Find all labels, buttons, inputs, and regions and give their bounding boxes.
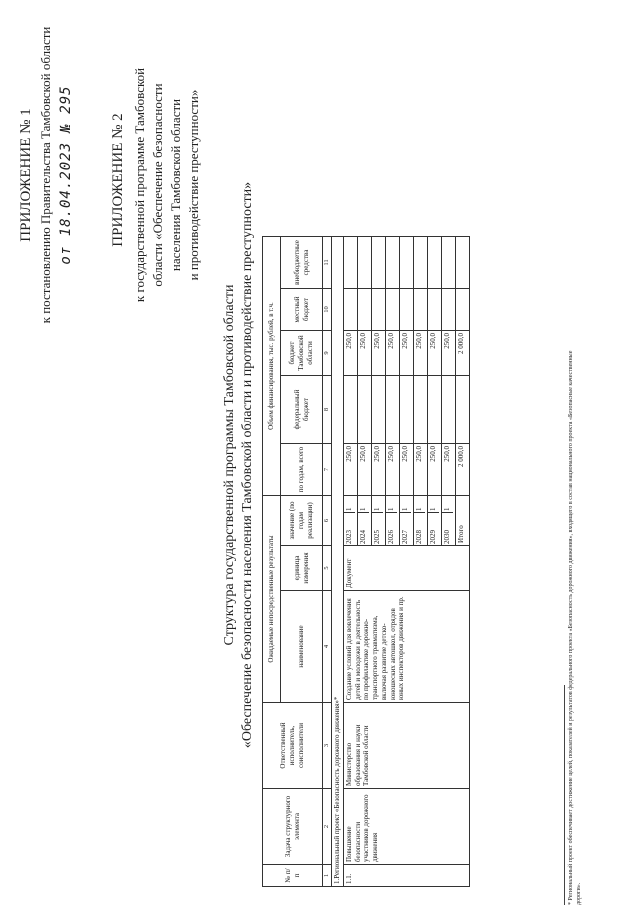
local [441,289,455,331]
extrabudget [413,237,427,289]
header-total: по годам, всего [281,444,323,496]
year-value-cell [385,496,399,546]
colnum: 7 [323,444,332,496]
value: 1 [358,507,367,511]
federal [441,376,455,444]
section-row [332,237,344,887]
colnum: 2 [323,789,332,865]
total-extrabudget [455,237,469,289]
total: 250,0 [399,444,413,496]
appendix2-line-3: населения Тамбовской области [168,98,183,272]
header-task: Задача структурного элемента [263,789,323,865]
colnum: 4 [323,591,332,703]
year: 2025 [372,512,383,545]
regional: 250,0 [427,331,441,376]
value: 1 [386,507,395,511]
column-number-row [323,237,332,887]
total: 250,0 [343,444,357,496]
structure-table-wrap [262,236,470,887]
local [399,289,413,331]
value: 1 [428,507,437,511]
footnote: * Региональный проект обеспечивает достижение целей, показателей и результатов федерального проекта «Безопасность дорожного движения», входящего в состав национального проекта «Безопасные качественные дороги». [568,350,582,905]
row-task: Повышение безопасности участников дорожного движения [343,789,469,865]
year-value-cell [357,496,371,546]
colnum: 8 [323,376,332,444]
total: 250,0 [427,444,441,496]
year: 2026 [386,512,397,545]
total-label: Итого [455,496,469,546]
colnum: 1 [323,865,332,887]
local [385,289,399,331]
federal [385,376,399,444]
extrabudget [441,237,455,289]
regional: 250,0 [385,331,399,376]
extrabudget [385,237,399,289]
appendix1-line: к постановлению Правительства Тамбовской области [38,26,53,324]
extrabudget [399,237,413,289]
regional: 250,0 [371,331,385,376]
colnum: 3 [323,703,332,789]
local [427,289,441,331]
doc-title-line-1: Структура государственной программы Тамбовской области [222,284,237,646]
row-unit: Документ [343,546,469,591]
value: 1 [442,507,451,511]
year-value-cell [399,496,413,546]
local [343,289,357,331]
local [371,289,385,331]
extrabudget [371,237,385,289]
total: 250,0 [371,444,385,496]
total-sum: 2 000,0 [455,444,469,496]
federal [343,376,357,444]
appendix1-date-handwritten: от 18.04.2023 № 295 [58,85,74,265]
local [413,289,427,331]
appendix2-line-2: области «Обеспечение безопасности [150,83,165,287]
year-value-cell [343,496,357,546]
value: 1 [372,507,381,511]
year: 2028 [414,512,425,545]
regional: 250,0 [399,331,413,376]
extrabudget [357,237,371,289]
federal [371,376,385,444]
header-results-group: Ожидаемые непосредственные результаты [263,496,281,703]
appendix2-title: ПРИЛОЖЕНИЕ № 2 [110,113,126,247]
appendix2-line-4: и противодействие преступности» [186,89,201,281]
year: 2029 [428,512,439,545]
colnum: 6 [323,496,332,546]
total-local [455,289,469,331]
federal [399,376,413,444]
header-extrabudget: внебюджетные средства [281,237,323,289]
total: 250,0 [357,444,371,496]
value: 1 [400,507,409,511]
federal [427,376,441,444]
header-executor: Ответственный исполнитель, соисполнители [263,703,323,789]
header-unit: единица измерения [281,546,323,591]
regional: 250,0 [413,331,427,376]
total: 250,0 [385,444,399,496]
footnote-divider [564,685,565,905]
table-row [343,237,357,887]
extrabudget [343,237,357,289]
year-value-cell [413,496,427,546]
year-value-cell [371,496,385,546]
regional: 250,0 [441,331,455,376]
local [357,289,371,331]
federal [413,376,427,444]
header-regional: бюджет Тамбовской области [281,331,323,376]
doc-title-line-2: «Обеспечение безопасности населения Тамбовской области и противодействие преступности» [240,181,255,749]
section-title: 1.Региональный проект «Безопасность дорожного движения»* [332,237,344,887]
colnum: 11 [323,237,332,289]
year: 2023 [344,512,355,545]
row-num: 1.1. [343,865,469,887]
appendix1-title: ПРИЛОЖЕНИЕ № 1 [18,108,34,242]
year: 2024 [358,512,369,545]
header-local: местный бюджет [281,289,323,331]
header-value: значение (по годам реализации) [281,496,323,546]
total: 250,0 [441,444,455,496]
year-value-cell [441,496,455,546]
total: 250,0 [413,444,427,496]
regional: 250,0 [357,331,371,376]
total-federal [455,376,469,444]
colnum: 10 [323,289,332,331]
value: 1 [344,507,353,511]
extrabudget [427,237,441,289]
appendix2-line-1: к государственной программе Тамбовской [132,67,147,303]
header-financing-group: Объем финансирования, тыс. рублей, в т.ч. [263,237,281,496]
year-value-cell [427,496,441,546]
header-num: № п/п [263,865,323,887]
federal [357,376,371,444]
header-federal: федеральный бюджет [281,376,323,444]
row-result-name: Создание условий для вовлечения детей и молодежи в деятельность по профилактике дорожно-транспортного травматизма, включая развитие детско-юношеских автошкол, отрядов юных инспекторов движения и пр. [343,591,469,703]
value: 1 [414,507,423,511]
row-executor: Министерство образования и науки Тамбовской области [343,703,469,789]
total-regional: 2 000,0 [455,331,469,376]
year: 2030 [442,512,453,545]
colnum: 5 [323,546,332,591]
structure-table [262,236,470,887]
colnum: 9 [323,331,332,376]
regional: 250,0 [343,331,357,376]
year: 2027 [400,512,411,545]
header-result-name: наименование [281,591,323,703]
